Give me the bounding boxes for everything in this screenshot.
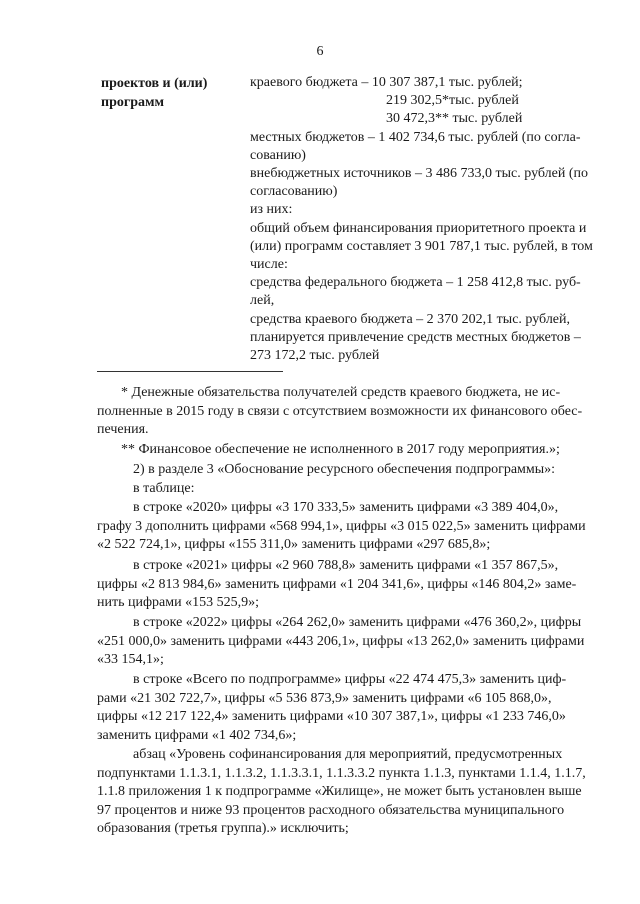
row-label-line: проектов и (или) <box>101 76 208 91</box>
page-number: 6 <box>316 44 324 59</box>
text-line: сованию) <box>250 147 306 163</box>
text-line: 2) в разделе 3 «Обоснование ресурсного обеспечения подпрограммы»: <box>133 462 556 477</box>
text-line: общий объем финансирования приоритетного проекта и <box>250 220 587 236</box>
text-line: 1.1.8 приложения 1 к подпрограмме «Жилище», не может быть установлен выше <box>97 784 582 800</box>
text-line: нить цифрами «153 525,9»; <box>97 595 259 611</box>
row-2021-paragraph <box>97 557 609 613</box>
text-line: (или) программ составляет 3 901 787,1 тыс. рублей, в том <box>250 238 593 254</box>
funding-details <box>250 74 618 365</box>
text-line: цифры «2 813 984,6» заменить цифрами «1 204 341,6», цифры «146 804,2» заме- <box>97 576 577 592</box>
text-line: планируется привлечение средств местных бюджетов – <box>250 329 581 345</box>
total-financing-block <box>250 220 618 275</box>
regional-budget-line: краевого бюджета – 10 307 387,1 тыс. рублей; <box>250 75 523 90</box>
in-table-line <box>97 480 609 499</box>
section-2-heading <box>97 461 609 480</box>
text-line: рами «21 302 722,7», цифры «5 536 873,9» заменить цифрами «6 105 868,0», <box>97 690 552 706</box>
text-line: «2 522 724,1», цифры «155 311,0» заменить цифрами «297 685,8»; <box>97 537 491 553</box>
text-line: в строке «Всего по подпрограмме» цифры «22 474 475,3» заменить циф- <box>133 672 567 687</box>
text-line: в строке «2021» цифры «2 960 788,8» заменить цифрами «1 357 867,5», <box>133 558 559 573</box>
text-line: * Денежные обязательства получателей средств краевого бюджета, не ис- <box>121 385 561 400</box>
row-total-paragraph <box>97 671 609 745</box>
footnote-2 <box>97 441 609 460</box>
text-line: «33 154,1»; <box>97 652 164 668</box>
text-line: местных бюджетов – 1 402 734,6 тыс. рублей (по согла- <box>250 129 581 145</box>
text-line: в строке «2022» цифры «264 262,0» заменить цифрами «476 360,2», цифры <box>133 615 582 630</box>
regional-funds-block <box>250 311 618 366</box>
text-line: лей, <box>250 293 275 309</box>
federal-funds-block <box>250 274 618 310</box>
text-line: графу 3 дополнить цифрами «568 994,1», цифры «3 015 022,5» заменить цифрами <box>97 518 586 534</box>
text-line: числе: <box>250 257 288 273</box>
text-line: внебюджетных источников – 3 486 733,0 тыс. рублей (по <box>250 166 589 182</box>
abzac-paragraph <box>97 746 609 839</box>
text-line: ** Финансовое обеспечение не исполненного в 2017 году мероприятия.»; <box>121 442 560 457</box>
text-line: в строке «2020» цифры «3 170 333,5» заменить цифрами «3 389 404,0», <box>133 500 559 515</box>
text-line: цифры «12 217 122,4» заменить цифрами «10 307 387,1», цифры «1 233 746,0» <box>97 709 566 725</box>
text-line: «251 000,0» заменить цифрами «443 206,1», цифры «13 262,0» заменить цифрами <box>97 633 585 649</box>
of-them-line: из них: <box>250 202 293 218</box>
text-line: в таблице: <box>133 481 195 496</box>
text-line: 273 172,2 тыс. рублей <box>250 348 380 364</box>
regional-budget-extra-2: 30 472,3** тыс. рублей <box>386 111 523 127</box>
footnote-1 <box>97 384 609 440</box>
text-line: образования (третья группа).» исключить; <box>97 821 349 837</box>
text-line: абзац «Уровень софинансирования для мероприятий, предусмотренных <box>133 747 563 762</box>
row-label <box>101 74 207 112</box>
extrabudgetary-block <box>250 165 618 201</box>
row-2022-paragraph <box>97 614 609 670</box>
text-line: подпунктами 1.1.3.1, 1.1.3.2, 1.1.3.3.1, 1.1.3.3.2 пункта 1.1.3, пунктами 1.1.4, 1.1.7, <box>97 765 586 781</box>
text-line: заменить цифрами «1 402 734,6»; <box>97 727 297 743</box>
regional-budget-extra-1: 219 302,5*тыс. рублей <box>386 93 519 109</box>
row-2020-paragraph <box>97 499 609 555</box>
row-label-line: программ <box>101 95 165 110</box>
text-line: полненные в 2015 году в связи с отсутствием возможности их финансового обес- <box>97 403 583 419</box>
text-line: согласованию) <box>250 184 338 200</box>
text-line: 97 процентов и ниже 93 процентов расходного обязательства муниципального <box>97 802 565 818</box>
text-line: средства краевого бюджета – 2 370 202,1 тыс. рублей, <box>250 311 571 327</box>
footnote-separator <box>97 371 283 372</box>
local-budgets-block <box>250 129 618 165</box>
text-line: средства федерального бюджета – 1 258 412,8 тыс. руб- <box>250 275 581 291</box>
text-line: печения. <box>97 422 149 438</box>
